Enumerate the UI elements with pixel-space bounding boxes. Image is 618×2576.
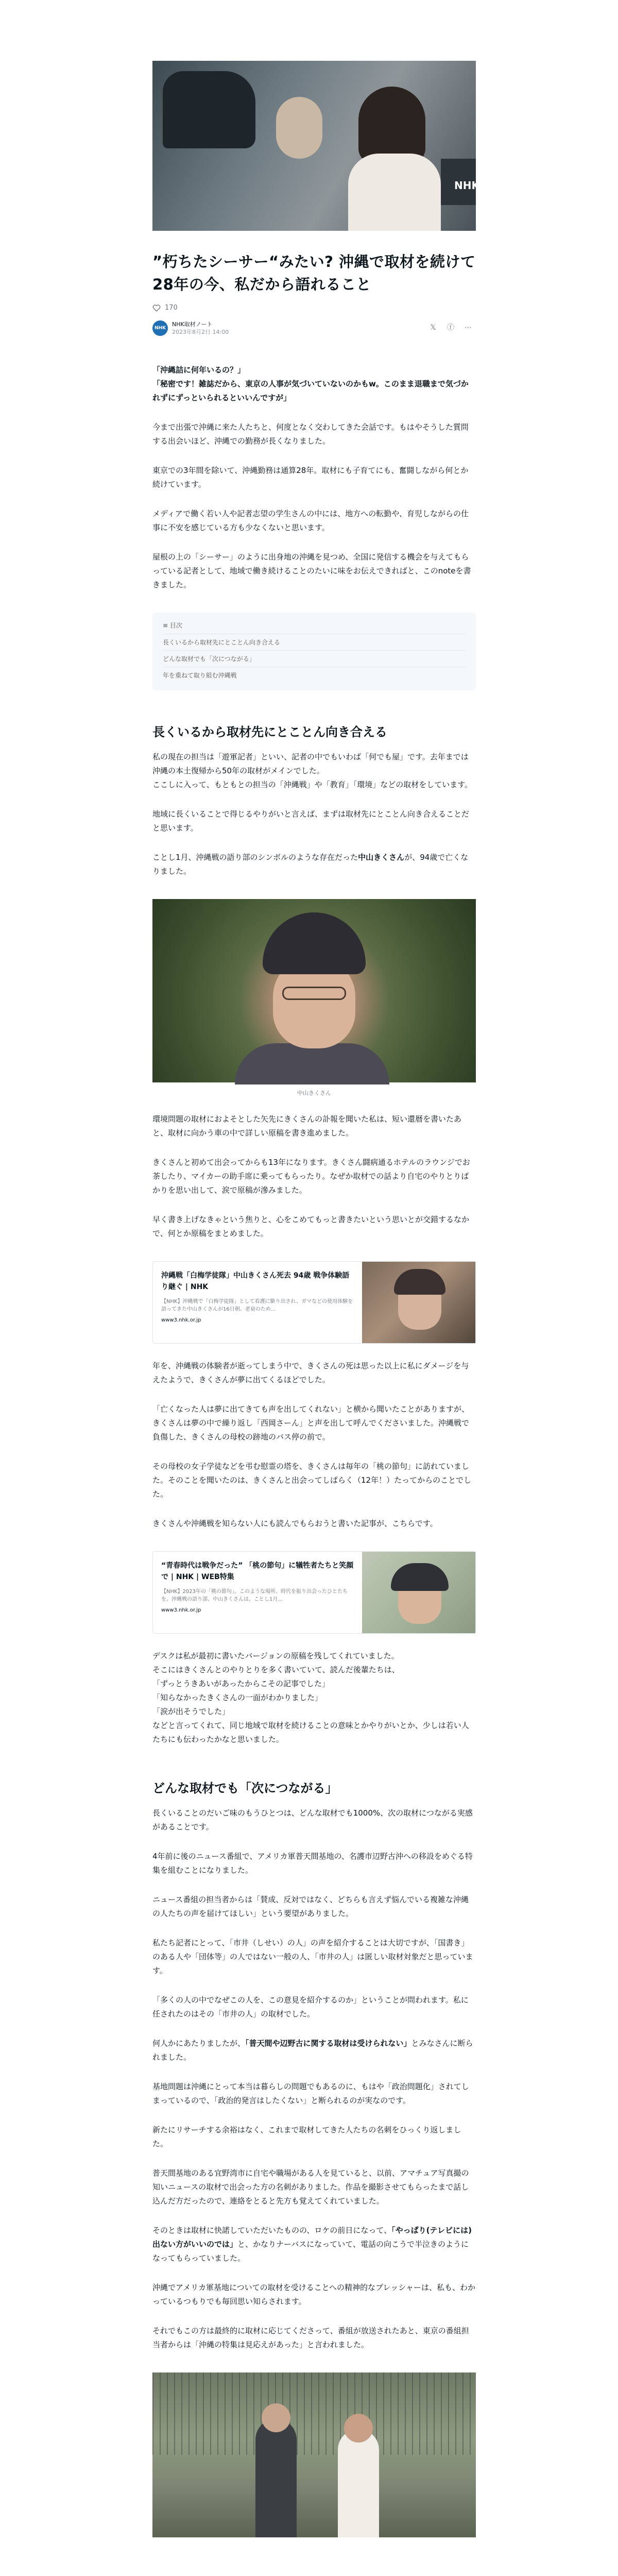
paragraph: 東京での3年間を除いて、沖縄勤務は通算28年。取材にも子育てにも、奮闘しながら何とか続けています。 <box>152 466 469 489</box>
likes-count: 170 <box>165 304 178 312</box>
thumb-hair-shape <box>394 1269 445 1295</box>
paragraph: 4年前に後のニュース番組で、アメリカ軍普天間基地の、名護市辺野古沖への移設をめぐる特集を組むことになりました。 <box>152 1852 473 1875</box>
reporter-body-shape <box>348 154 441 231</box>
link-card-text <box>153 1262 362 1343</box>
person-left-shape <box>255 2419 297 2537</box>
paragraph: 長くいることのだいご味のもうひとつは、どんな取材でも1000%、次の取材につながる実感があることです。 <box>152 1808 473 1832</box>
link-card-domain: www3.nhk.or.jp <box>161 1607 201 1613</box>
person-shape <box>276 97 322 159</box>
reporter-hair-shape <box>358 87 425 164</box>
paragraph: 「多くの人の中でなぜこの人を、この意見を紹介するのか」ということが問われます。私に任されたのはその「市井の人」の取材でした。 <box>152 1995 469 2019</box>
hat-shape <box>263 912 366 974</box>
toc-item[interactable]: 長くいるから取材先にとことん向き合える <box>163 634 466 650</box>
toc-item[interactable]: どんな取材でも「次につながる」 <box>163 650 466 667</box>
link-card-desc: 【NHK】沖縄戦で「白梅学徒隊」として看護に駆り出され、ガマなどの使用体験を語ってきた中山きくさんが16日朝、老衰のため... <box>161 1299 353 1312</box>
toc-heading[interactable]: ≡ 目次 <box>163 622 182 629</box>
facebook-share-icon[interactable]: ⓕ <box>447 324 454 332</box>
link-card-thumbnail[interactable] <box>362 1552 475 1633</box>
paragraph: それでもこの方は最終的に取材に応じてくださって、番組が放送されたあと、東京の番組担当者からは「沖縄の特集は見応えがあった」と言われました。 <box>152 2326 469 2349</box>
publish-date: 2023年8月2日 14:00 <box>172 329 229 335</box>
link-card-domain: www3.nhk.or.jp <box>161 1317 201 1323</box>
person-right-head-shape <box>344 2414 373 2443</box>
paragraph: 普天間基地のある宜野湾市に自宅や職場がある人を見ていると、以前、アマチュア写真撮の知いニュースの取材で出会った方の名刺がありました。作品を撮影させてもらったまで話し込んだ方だったので、連絡をとると先方も覚えてくれていました。 <box>152 2168 469 2206</box>
paragraph: 新たにリサーチする余裕はなく、これまで取材してきた人たちの名刺をひっくり返しました。 <box>152 2125 461 2148</box>
heart-icon[interactable] <box>152 304 161 312</box>
paragraph: ことし1月、沖縄戦の語り部のシンボルのような存在だった中山きくさんが、94歳で亡くなりました。 <box>152 853 469 876</box>
paragraph: 基地問題は沖縄にとって本当は暮らしの問題でもあるのに、もはや「政治問題化」されてしまっているので、「政治的発言はしたくない」と断られるのが実なのです。 <box>152 2082 469 2105</box>
clothing-shape <box>235 1043 389 1084</box>
link-card-desc: 【NHK】2023年の「桃の節句」。このような場所、時代を振り出会ったひとたちを。沖縄戦の語り部、中山きくさんは、ことし1月... <box>161 1589 348 1602</box>
paragraph: メディアで働く若い人や記者志望の学生さんの中には、地方への転勤や、育児しながらの仕事に不安を感じている方も少なくないと思います。 <box>152 509 469 532</box>
link-card-thumbnail[interactable] <box>362 1262 475 1343</box>
section-heading: どんな取材でも「次につながる」 <box>152 1781 338 1795</box>
toc-item[interactable]: 年を重ねて取り組む沖縄戦 <box>163 667 466 683</box>
section-heading: 長くいるから取材先にとことん向き合える <box>152 725 387 739</box>
person-left-head-shape <box>262 2403 290 2432</box>
author-avatar[interactable]: NHK <box>152 320 168 336</box>
lead-line: 「沖縄詰に何年いるの？」 <box>152 365 246 375</box>
link-card[interactable] <box>152 1261 476 1344</box>
photo-caption: 中山きくさん <box>297 1090 331 1096</box>
paragraph: 地域に長くいることで得じるやりがいと言えば、まずは取材先にとことん向き合えることだと思います。 <box>152 809 470 833</box>
link-card[interactable] <box>152 1551 476 1634</box>
paragraph: 年を、沖縄戦の体験者が逝ってしまう中で、きくさんの死は思った以上に私にダメージを与えたようで、きくさんが夢に出てくるほどでした。 <box>152 1361 469 1384</box>
article-column <box>152 0 479 2537</box>
paragraph: きくさんと初めて出会ってからも13年になります。きくさん闘病通るホテルのラウンジでお茶したり、マイカーの助手席に乗ってもらったり。なぜか取材での話より自宅のやりとりばかりを思い出して、涙で原稿が滲みました。 <box>152 1158 470 1195</box>
paragraph: その母校の女子学徒などを弔む慰霊の塔を、きくさんは毎年の「桃の節句」に訪れていました。そのことを聞いたのは、きくさんと出会ってしばらく（12年！）たってからのことでした。 <box>152 1462 472 1499</box>
paragraph: 私の現在の担当は「遊軍記者」といい、記者の中でもいわば「何でも屋」です。去年までは沖縄の本土復帰から50年の取材がメインでした。 ここしに入って、もともとの担当の「沖縄戦」や「教育」「環境」などの取材をしています。 <box>152 752 473 789</box>
paragraph: ニュース番組の担当者からは「賛成、反対ではなく、どちらも言えず悩んでいる複雑な沖縄の人たちの声を届けてほしい」という要望がありました。 <box>152 1895 469 1918</box>
paragraph: デスクは私が最初に書いたバージョンの原稿を残してくれていました。 そこにはきくさんとのやりとりを多く書いていて、読んだ後輩たちは、 「ずっとうきあいがあったからこその記事でした」 「知らなかったきくさんの一面がわかりました」 「涙が出そうでした」 などと言ってくれて、同じ地域で取材を続けることの意味とかやりがいとか、少しは若い人たちにも伝わったかなと思いました。 <box>152 1651 469 1744</box>
paragraph: 今まで出張で沖縄に来た人たちと、何度となく交わしてきた会話です。もはやそうした質問する出会いほど、沖縄での勤務が長くなりました。 <box>152 422 469 446</box>
table-of-contents <box>152 613 476 690</box>
link-card-title[interactable]: 沖縄戦「白梅学徒隊」中山きくさん死去 94歳 戦争体験語り継ぐ | NHK <box>161 1272 350 1291</box>
paragraph: 「亡くなった人は夢に出てきても声を出してくれない」と横から聞いたことがありますが、きくさんは夢の中で繰り返し「西岡さーん」と声を出して呼んでくださいました。沖縄戦で負傷した、きくさんの母校の跡地のバス停の前で。 <box>152 1404 470 1442</box>
person-right-shape <box>338 2429 379 2537</box>
glasses-shape <box>282 987 346 1000</box>
paragraph: 屋根の上の「シーサー」のように出身地の沖縄を見つめ、全国に発信する機会を与えてもらっている記者として、地域で働き続けることのたいに味をお伝えできればと、このnoteを書きました。 <box>152 552 471 589</box>
more-options-icon[interactable]: ⋯ <box>465 324 472 332</box>
likes-row <box>152 304 476 312</box>
lead-quote <box>152 363 476 405</box>
hero-photo <box>152 61 479 231</box>
paragraph: 沖縄でアメリカ軍基地についての取材を受けることへの精神的なプレッシャーは、私も、わかっているつもりでも毎回思い知らされます。 <box>152 2283 476 2306</box>
link-card-text <box>153 1552 362 1633</box>
paragraph: 環境問題の取材におよそとした矢先にきくさんの訃報を聞いた私は、短い還暦を書いたあと、取材に向かう車の中で詳しい原稿を書き進めました。 <box>152 1114 462 1138</box>
x-share-icon[interactable]: 𝕏 <box>430 324 436 332</box>
paragraph: 早く書き上げなきゃという焦りと、心をこめてもっと書きたいという思いとが交錯するなかで、何とか原稿をまとめました。 <box>152 1215 470 1238</box>
article-title: ”朽ちたシーサー“みたい? 沖縄で取材を続けて28年の今、私だから語れること <box>152 253 476 293</box>
portrait-photo <box>152 899 476 1082</box>
author-row <box>152 320 476 336</box>
author-meta <box>172 320 229 336</box>
outdoor-photo <box>152 2372 476 2537</box>
nhk-logo: NHK <box>454 179 479 192</box>
author-name[interactable]: NHK取材ノート <box>172 321 213 328</box>
paragraph: そのときは取材に快諾していただいたものの、ロケの前日になって、「やっぱり(テレビには)出ない方がいいのでは」と、かなりナーバスになっていて、電話の向こうで半泣きのようになってもらっていました。 <box>152 2226 472 2263</box>
fence-shape <box>152 2372 476 2455</box>
thumb-hat-shape <box>391 1563 449 1591</box>
link-card-title[interactable]: “青春時代は戦争だった” 「桃の節句」に犠牲者たちと笑顔で | NHK | WEB特集 <box>161 1562 354 1581</box>
paragraph: 何人かにあたりましたが、「普天間や辺野古に関する取材は受けられない」とみなさんに断られました。 <box>152 2039 473 2062</box>
paragraph: 私たち記者にとって、「市井（しせい）の人」の声を紹介することは大切ですが、「国書き」のある人や「団体等」の人ではない一般の人、「市井の人」は匿しい取材対象だと思っています。 <box>152 1938 473 1975</box>
share-buttons <box>428 323 473 332</box>
paragraph: きくさんや沖縄戦を知らない人にも読んでもらおうと書いた記事が、こちらです。 <box>152 1519 438 1528</box>
lead-line: 「秘密です！雑誌だから、東京の人事が気づいていないのかもw。このまま退職まで気づかれずにずっといられるといいんですが」 <box>152 379 469 402</box>
camera-operator-shape <box>163 71 255 148</box>
